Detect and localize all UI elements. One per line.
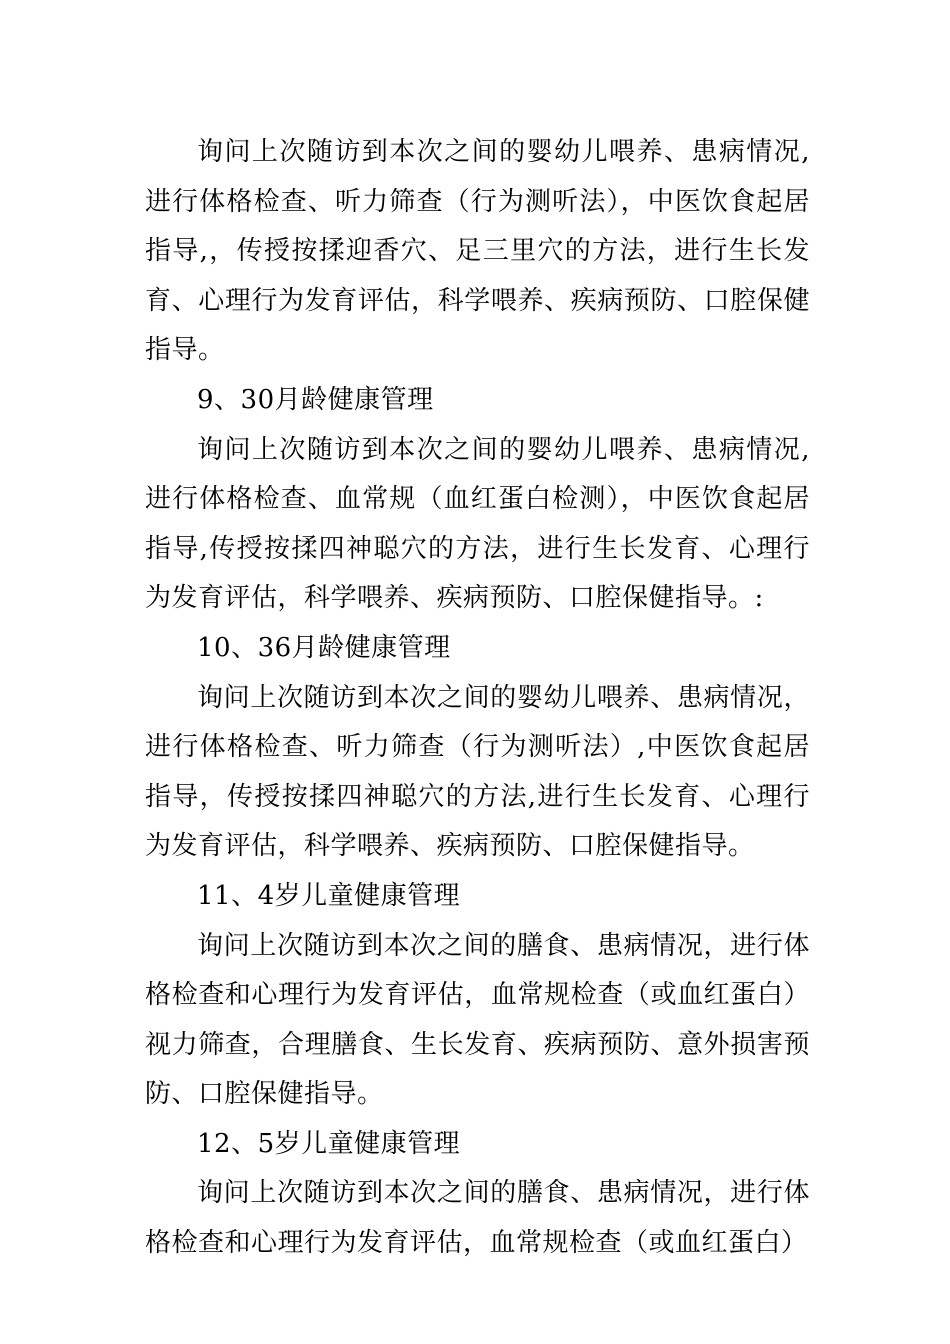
section-heading-36-months: 10、36月龄健康管理 (197, 632, 451, 663)
paragraph-5-year-content: 询问上次随访到本次之间的膳食、患病情况，进行体格检查和心理行为发育评估，血常规检查（或血红蛋白） (145, 1178, 810, 1259)
paragraph-36-month-content: 询问上次随访到本次之间的婴幼儿喂养、患病情况，进行体格检查、听力筛查（行为测听法）,中医饮食起居指导，传授按揉四神聪穴的方法,进行生长发育、心理行为发育评估，科学喂养、疾病预防、口腔保健指导。 (145, 682, 810, 862)
section-heading-5-years: 12、5岁儿童健康管理 (197, 1128, 461, 1159)
paragraph-4-year-content: 询问上次随访到本次之间的膳食、患病情况，进行体格检查和心理行为发育评估，血常规检查（或血红蛋白）视力筛查，合理膳食、生长发育、疾病预防、意外损害预防、口腔保健指导。 (145, 930, 810, 1110)
section-heading-4-years: 11、4岁儿童健康管理 (197, 880, 461, 911)
paragraph-24-month-content: 询问上次随访到本次之间的婴幼儿喂养、患病情况,进行体格检查、听力筛查（行为测听法），中医饮食起居指导,，传授按揉迎香穴、足三里穴的方法，进行生长发育、心理行为发育评估，科学喂养、疾病预防、口腔保健指导。 (145, 137, 810, 366)
section-heading-30-months: 9、30月龄健康管理 (197, 384, 434, 415)
paragraph-30-month-content: 询问上次随访到本次之间的婴幼儿喂养、患病情况,进行体格检查、血常规（血红蛋白检测），中医饮食起居指导,传授按揉四神聪穴的方法，进行生长发育、心理行为发育评估，科学喂养、疾病预防、口腔保健指导。: (145, 434, 810, 614)
document-page (145, 128, 810, 1269)
